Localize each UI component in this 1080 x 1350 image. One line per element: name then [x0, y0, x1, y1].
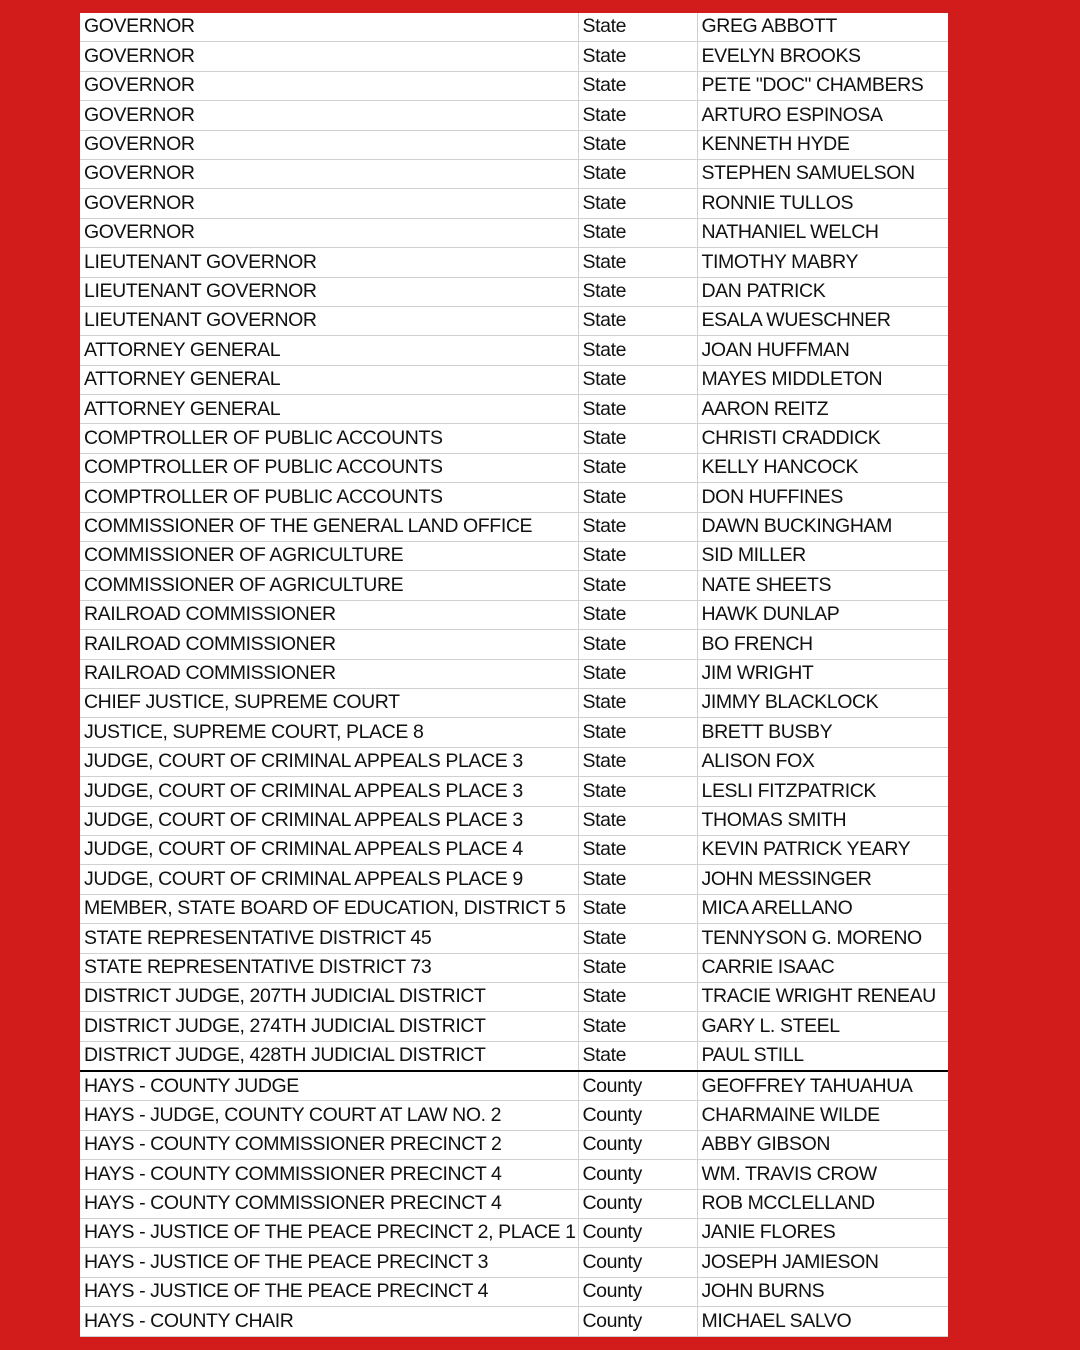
- table-row: [80, 865, 948, 894]
- candidate-spreadsheet: [80, 13, 948, 1337]
- office-cell: JUDGE, COURT OF CRIMINAL APPEALS PLACE 3: [80, 747, 578, 776]
- office-cell: COMPTROLLER OF PUBLIC ACCOUNTS: [80, 453, 578, 482]
- level-cell: County: [578, 1189, 697, 1218]
- office-cell: DISTRICT JUDGE, 274TH JUDICIAL DISTRICT: [80, 1012, 578, 1041]
- candidate-cell: RONNIE TULLOS: [697, 189, 948, 218]
- office-cell: JUDGE, COURT OF CRIMINAL APPEALS PLACE 4: [80, 835, 578, 864]
- office-cell: JUDGE, COURT OF CRIMINAL APPEALS PLACE 3: [80, 806, 578, 835]
- candidate-cell: TIMOTHY MABRY: [697, 248, 948, 277]
- candidate-cell: ARTURO ESPINOSA: [697, 101, 948, 130]
- office-cell: COMMISSIONER OF THE GENERAL LAND OFFICE: [80, 512, 578, 541]
- office-cell: ATTORNEY GENERAL: [80, 395, 578, 424]
- level-cell: State: [578, 13, 697, 42]
- level-cell: State: [578, 835, 697, 864]
- candidate-cell: STEPHEN SAMUELSON: [697, 159, 948, 188]
- level-cell: State: [578, 130, 697, 159]
- candidate-cell: SID MILLER: [697, 542, 948, 571]
- level-cell: State: [578, 395, 697, 424]
- table-row: [80, 688, 948, 717]
- office-cell: CHIEF JUSTICE, SUPREME COURT: [80, 688, 578, 717]
- table-row: [80, 1189, 948, 1218]
- level-cell: State: [578, 894, 697, 923]
- level-cell: State: [578, 277, 697, 306]
- table-row: [80, 42, 948, 71]
- table-row: [80, 159, 948, 188]
- office-cell: COMMISSIONER OF AGRICULTURE: [80, 571, 578, 600]
- table-row: [80, 571, 948, 600]
- table-row: [80, 189, 948, 218]
- office-cell: HAYS - COUNTY COMMISSIONER PRECINCT 4: [80, 1189, 578, 1218]
- table-row: [80, 1277, 948, 1306]
- level-cell: State: [578, 924, 697, 953]
- level-cell: State: [578, 453, 697, 482]
- candidate-cell: GARY L. STEEL: [697, 1012, 948, 1041]
- candidate-cell: KEVIN PATRICK YEARY: [697, 835, 948, 864]
- candidate-cell: DAWN BUCKINGHAM: [697, 512, 948, 541]
- candidate-cell: NATE SHEETS: [697, 571, 948, 600]
- table-row: [80, 600, 948, 629]
- level-cell: County: [578, 1160, 697, 1189]
- level-cell: State: [578, 806, 697, 835]
- candidate-cell: HAWK DUNLAP: [697, 600, 948, 629]
- level-cell: State: [578, 424, 697, 453]
- candidate-cell: JOAN HUFFMAN: [697, 336, 948, 365]
- candidate-cell: BRETT BUSBY: [697, 718, 948, 747]
- office-cell: GOVERNOR: [80, 159, 578, 188]
- office-cell: GOVERNOR: [80, 13, 578, 42]
- table-row: [80, 924, 948, 953]
- office-cell: ATTORNEY GENERAL: [80, 336, 578, 365]
- candidate-cell: TRACIE WRIGHT RENEAU: [697, 982, 948, 1011]
- candidate-table: [80, 13, 948, 1337]
- table-row: [80, 218, 948, 247]
- level-cell: State: [578, 1041, 697, 1071]
- candidate-cell: AARON REITZ: [697, 395, 948, 424]
- candidate-cell: BO FRENCH: [697, 630, 948, 659]
- level-cell: State: [578, 365, 697, 394]
- level-cell: State: [578, 659, 697, 688]
- level-cell: State: [578, 1012, 697, 1041]
- table-row: [80, 1071, 948, 1101]
- office-cell: COMMISSIONER OF AGRICULTURE: [80, 542, 578, 571]
- candidate-cell: GEOFFREY TAHUAHUA: [697, 1071, 948, 1101]
- candidate-table-body: [80, 13, 948, 1336]
- table-row: [80, 395, 948, 424]
- table-row: [80, 512, 948, 541]
- candidate-cell: ALISON FOX: [697, 747, 948, 776]
- level-cell: State: [578, 306, 697, 335]
- table-row: [80, 806, 948, 835]
- table-row: [80, 630, 948, 659]
- candidate-cell: ROB MCCLELLAND: [697, 1189, 948, 1218]
- candidate-cell: KELLY HANCOCK: [697, 453, 948, 482]
- office-cell: JUSTICE, SUPREME COURT, PLACE 8: [80, 718, 578, 747]
- table-row: [80, 982, 948, 1011]
- office-cell: HAYS - COUNTY COMMISSIONER PRECINCT 4: [80, 1160, 578, 1189]
- office-cell: HAYS - COUNTY CHAIR: [80, 1307, 578, 1336]
- table-row: [80, 1130, 948, 1159]
- candidate-cell: WM. TRAVIS CROW: [697, 1160, 948, 1189]
- level-cell: State: [578, 777, 697, 806]
- table-row: [80, 1041, 948, 1071]
- candidate-cell: KENNETH HYDE: [697, 130, 948, 159]
- candidate-cell: MICA ARELLANO: [697, 894, 948, 923]
- level-cell: State: [578, 101, 697, 130]
- candidate-cell: JANIE FLORES: [697, 1219, 948, 1248]
- table-row: [80, 1160, 948, 1189]
- office-cell: COMPTROLLER OF PUBLIC ACCOUNTS: [80, 424, 578, 453]
- level-cell: State: [578, 982, 697, 1011]
- office-cell: HAYS - JUDGE, COUNTY COURT AT LAW NO. 2: [80, 1101, 578, 1130]
- level-cell: State: [578, 600, 697, 629]
- candidate-cell: JOSEPH JAMIESON: [697, 1248, 948, 1277]
- candidate-cell: GREG ABBOTT: [697, 13, 948, 42]
- level-cell: State: [578, 42, 697, 71]
- office-cell: JUDGE, COURT OF CRIMINAL APPEALS PLACE 9: [80, 865, 578, 894]
- level-cell: State: [578, 483, 697, 512]
- office-cell: HAYS - JUSTICE OF THE PEACE PRECINCT 2, PLACE 1: [80, 1219, 578, 1248]
- table-row: [80, 130, 948, 159]
- table-row: [80, 248, 948, 277]
- level-cell: State: [578, 688, 697, 717]
- level-cell: State: [578, 718, 697, 747]
- level-cell: County: [578, 1277, 697, 1306]
- table-row: [80, 336, 948, 365]
- office-cell: LIEUTENANT GOVERNOR: [80, 306, 578, 335]
- office-cell: RAILROAD COMMISSIONER: [80, 630, 578, 659]
- level-cell: County: [578, 1219, 697, 1248]
- office-cell: STATE REPRESENTATIVE DISTRICT 45: [80, 924, 578, 953]
- office-cell: GOVERNOR: [80, 130, 578, 159]
- level-cell: County: [578, 1130, 697, 1159]
- table-row: [80, 13, 948, 42]
- table-row: [80, 1248, 948, 1277]
- office-cell: GOVERNOR: [80, 42, 578, 71]
- table-row: [80, 1101, 948, 1130]
- level-cell: State: [578, 336, 697, 365]
- table-row: [80, 1219, 948, 1248]
- table-row: [80, 894, 948, 923]
- level-cell: County: [578, 1101, 697, 1130]
- office-cell: MEMBER, STATE BOARD OF EDUCATION, DISTRICT 5: [80, 894, 578, 923]
- candidate-cell: JOHN MESSINGER: [697, 865, 948, 894]
- table-row: [80, 1307, 948, 1336]
- candidate-cell: JIM WRIGHT: [697, 659, 948, 688]
- candidate-cell: MAYES MIDDLETON: [697, 365, 948, 394]
- level-cell: State: [578, 189, 697, 218]
- level-cell: State: [578, 248, 697, 277]
- office-cell: LIEUTENANT GOVERNOR: [80, 277, 578, 306]
- table-row: [80, 306, 948, 335]
- office-cell: HAYS - COUNTY COMMISSIONER PRECINCT 2: [80, 1130, 578, 1159]
- office-cell: STATE REPRESENTATIVE DISTRICT 73: [80, 953, 578, 982]
- candidate-cell: EVELYN BROOKS: [697, 42, 948, 71]
- table-row: [80, 453, 948, 482]
- office-cell: HAYS - JUSTICE OF THE PEACE PRECINCT 3: [80, 1248, 578, 1277]
- office-cell: ATTORNEY GENERAL: [80, 365, 578, 394]
- level-cell: State: [578, 630, 697, 659]
- candidate-cell: PAUL STILL: [697, 1041, 948, 1071]
- table-row: [80, 483, 948, 512]
- candidate-cell: DAN PATRICK: [697, 277, 948, 306]
- level-cell: State: [578, 159, 697, 188]
- office-cell: JUDGE, COURT OF CRIMINAL APPEALS PLACE 3: [80, 777, 578, 806]
- candidate-cell: ESALA WUESCHNER: [697, 306, 948, 335]
- level-cell: County: [578, 1307, 697, 1336]
- table-row: [80, 659, 948, 688]
- office-cell: COMPTROLLER OF PUBLIC ACCOUNTS: [80, 483, 578, 512]
- office-cell: HAYS - COUNTY JUDGE: [80, 1071, 578, 1101]
- office-cell: GOVERNOR: [80, 218, 578, 247]
- level-cell: State: [578, 747, 697, 776]
- office-cell: LIEUTENANT GOVERNOR: [80, 248, 578, 277]
- candidate-cell: CARRIE ISAAC: [697, 953, 948, 982]
- candidate-cell: PETE "DOC" CHAMBERS: [697, 71, 948, 100]
- office-cell: RAILROAD COMMISSIONER: [80, 600, 578, 629]
- office-cell: RAILROAD COMMISSIONER: [80, 659, 578, 688]
- level-cell: State: [578, 218, 697, 247]
- table-row: [80, 101, 948, 130]
- candidate-cell: TENNYSON G. MORENO: [697, 924, 948, 953]
- candidate-cell: CHARMAINE WILDE: [697, 1101, 948, 1130]
- office-cell: HAYS - JUSTICE OF THE PEACE PRECINCT 4: [80, 1277, 578, 1306]
- level-cell: County: [578, 1071, 697, 1101]
- level-cell: State: [578, 571, 697, 600]
- table-row: [80, 953, 948, 982]
- candidate-cell: CHRISTI CRADDICK: [697, 424, 948, 453]
- candidate-cell: THOMAS SMITH: [697, 806, 948, 835]
- candidate-cell: MICHAEL SALVO: [697, 1307, 948, 1336]
- candidate-cell: JIMMY BLACKLOCK: [697, 688, 948, 717]
- table-row: [80, 365, 948, 394]
- level-cell: County: [578, 1248, 697, 1277]
- table-row: [80, 71, 948, 100]
- table-row: [80, 277, 948, 306]
- candidate-cell: DON HUFFINES: [697, 483, 948, 512]
- office-cell: GOVERNOR: [80, 101, 578, 130]
- level-cell: State: [578, 865, 697, 894]
- table-row: [80, 777, 948, 806]
- office-cell: DISTRICT JUDGE, 428TH JUDICIAL DISTRICT: [80, 1041, 578, 1071]
- level-cell: State: [578, 71, 697, 100]
- candidate-cell: LESLI FITZPATRICK: [697, 777, 948, 806]
- table-row: [80, 1012, 948, 1041]
- office-cell: DISTRICT JUDGE, 207TH JUDICIAL DISTRICT: [80, 982, 578, 1011]
- table-row: [80, 718, 948, 747]
- level-cell: State: [578, 953, 697, 982]
- office-cell: GOVERNOR: [80, 189, 578, 218]
- candidate-cell: ABBY GIBSON: [697, 1130, 948, 1159]
- table-row: [80, 424, 948, 453]
- table-row: [80, 747, 948, 776]
- level-cell: State: [578, 512, 697, 541]
- candidate-cell: JOHN BURNS: [697, 1277, 948, 1306]
- table-row: [80, 835, 948, 864]
- candidate-cell: NATHANIEL WELCH: [697, 218, 948, 247]
- level-cell: State: [578, 542, 697, 571]
- table-row: [80, 542, 948, 571]
- office-cell: GOVERNOR: [80, 71, 578, 100]
